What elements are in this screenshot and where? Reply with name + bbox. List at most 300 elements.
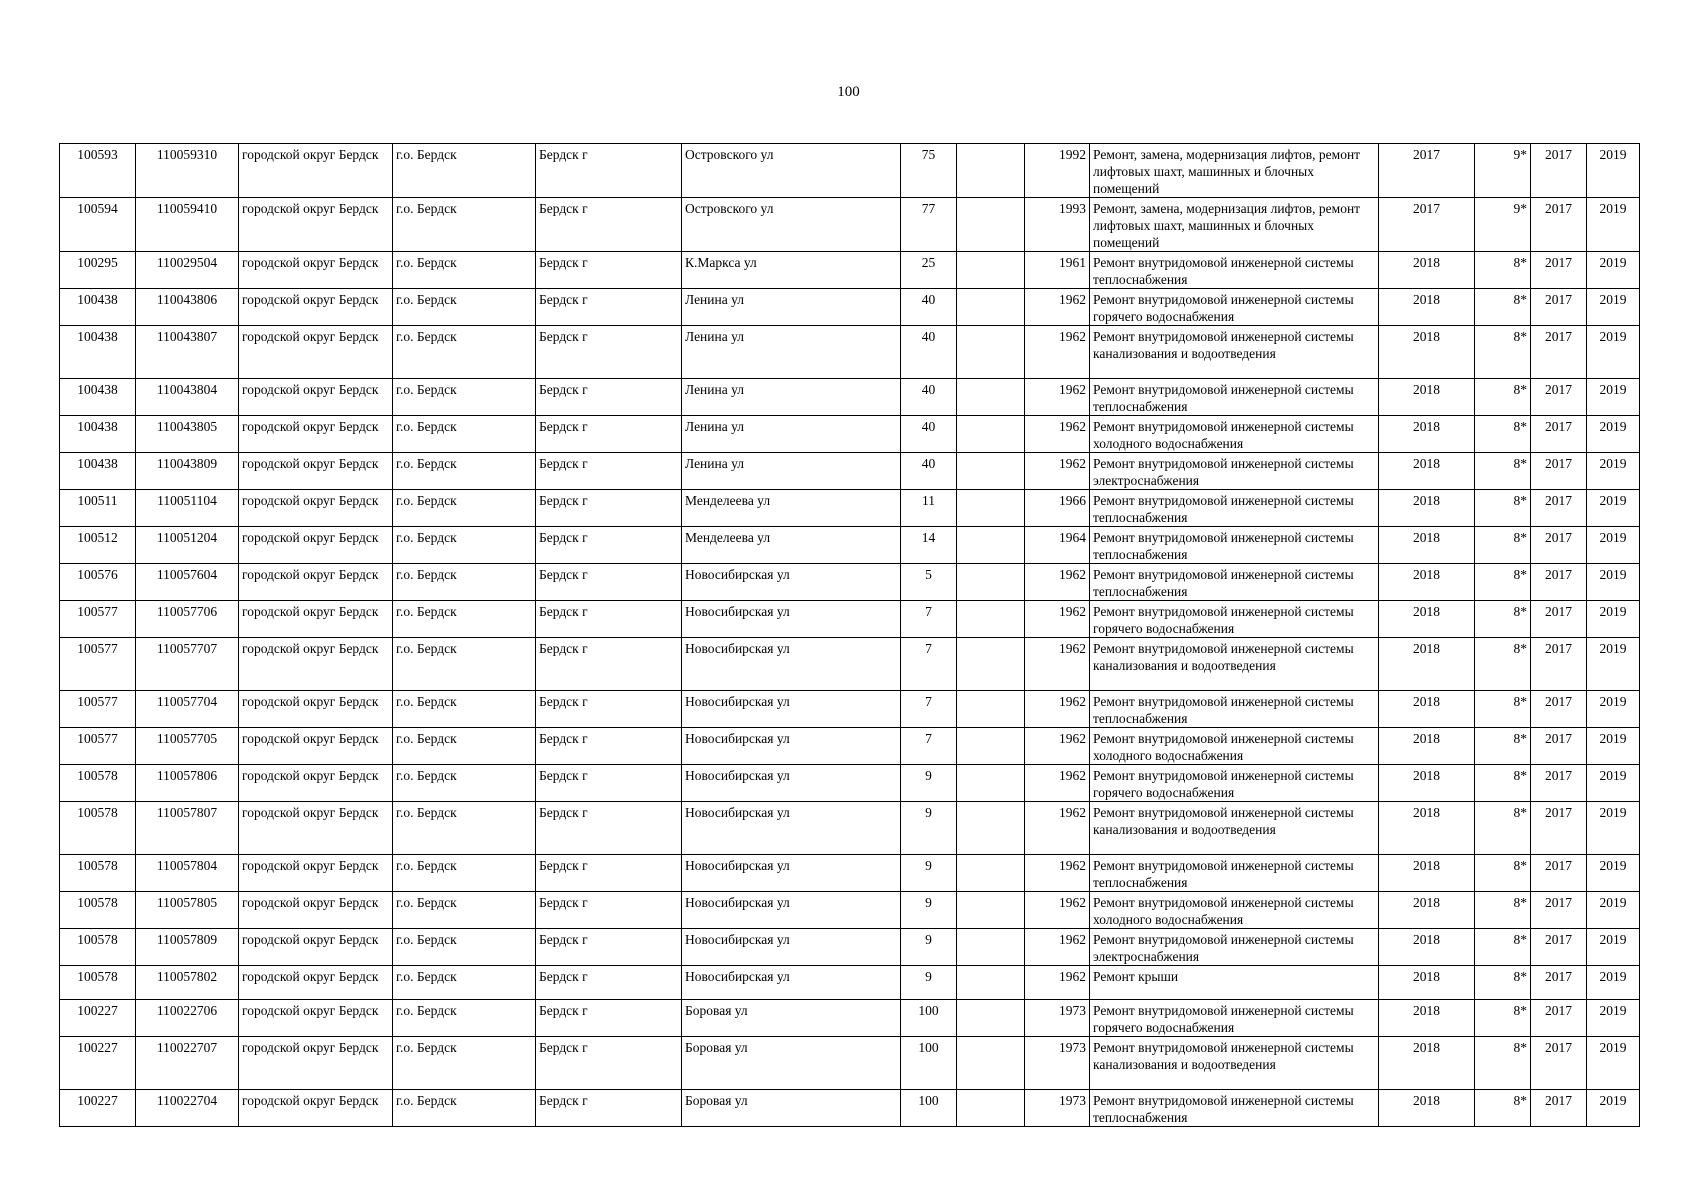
work-id-cell: 110051204 — [136, 527, 239, 564]
street-cell: Новосибирская ул — [682, 765, 901, 802]
priority-cell: 8* — [1475, 966, 1531, 1000]
construction-year-cell: 1973 — [1025, 1000, 1090, 1037]
house-id-cell: 100578 — [60, 929, 136, 966]
priority-cell: 8* — [1475, 929, 1531, 966]
house-id-cell: 100578 — [60, 765, 136, 802]
planned-year-cell: 2018 — [1379, 855, 1475, 892]
planned-year-cell: 2018 — [1379, 453, 1475, 490]
construction-year-cell: 1962 — [1025, 929, 1090, 966]
work-id-cell: 110057705 — [136, 728, 239, 765]
work-id-cell: 110022704 — [136, 1090, 239, 1127]
district-cell: г.о. Бердск — [393, 416, 536, 453]
planned-year-cell: 2018 — [1379, 892, 1475, 929]
work-id-cell: 110059310 — [136, 144, 239, 198]
period-end-cell: 2019 — [1587, 144, 1640, 198]
work-id-cell: 110043804 — [136, 379, 239, 416]
building-cell — [957, 728, 1025, 765]
house-number-cell: 40 — [901, 289, 957, 326]
house-id-cell: 100577 — [60, 728, 136, 765]
work-type-cell: Ремонт внутридомовой инженерной системы электроснабжения — [1090, 453, 1379, 490]
house-id-cell: 100438 — [60, 289, 136, 326]
planned-year-cell: 2018 — [1379, 966, 1475, 1000]
work-id-cell: 110057704 — [136, 691, 239, 728]
planned-year-cell: 2018 — [1379, 564, 1475, 601]
work-id-cell: 110057809 — [136, 929, 239, 966]
period-end-cell: 2019 — [1587, 527, 1640, 564]
district-cell: г.о. Бердск — [393, 252, 536, 289]
district-cell: г.о. Бердск — [393, 564, 536, 601]
period-start-cell: 2017 — [1531, 601, 1587, 638]
municipality-cell: городской округ Бердск — [239, 198, 393, 252]
municipality-cell: городской округ Бердск — [239, 1000, 393, 1037]
priority-cell: 9* — [1475, 198, 1531, 252]
planned-year-cell: 2018 — [1379, 802, 1475, 855]
period-start-cell: 2017 — [1531, 1000, 1587, 1037]
district-cell: г.о. Бердск — [393, 638, 536, 691]
table-row — [60, 966, 1640, 1000]
building-cell — [957, 416, 1025, 453]
work-type-cell: Ремонт внутридомовой инженерной системы горячего водоснабжения — [1090, 1000, 1379, 1037]
priority-cell: 9* — [1475, 144, 1531, 198]
work-type-cell: Ремонт внутридомовой инженерной системы горячего водоснабжения — [1090, 289, 1379, 326]
construction-year-cell: 1964 — [1025, 527, 1090, 564]
district-cell: г.о. Бердск — [393, 765, 536, 802]
district-cell: г.о. Бердск — [393, 527, 536, 564]
work-id-cell: 110057707 — [136, 638, 239, 691]
period-end-cell: 2019 — [1587, 564, 1640, 601]
construction-year-cell: 1962 — [1025, 289, 1090, 326]
municipality-cell: городской округ Бердск — [239, 728, 393, 765]
house-id-cell: 100594 — [60, 198, 136, 252]
planned-year-cell: 2018 — [1379, 1000, 1475, 1037]
settlement-cell: Бердск г — [536, 892, 682, 929]
settlement-cell: Бердск г — [536, 601, 682, 638]
work-id-cell: 110057804 — [136, 855, 239, 892]
period-start-cell: 2017 — [1531, 379, 1587, 416]
municipality-cell: городской округ Бердск — [239, 527, 393, 564]
priority-cell: 8* — [1475, 564, 1531, 601]
planned-year-cell: 2018 — [1379, 765, 1475, 802]
planned-year-cell: 2018 — [1379, 1090, 1475, 1127]
period-start-cell: 2017 — [1531, 453, 1587, 490]
settlement-cell: Бердск г — [536, 289, 682, 326]
municipality-cell: городской округ Бердск — [239, 929, 393, 966]
street-cell: Ленина ул — [682, 416, 901, 453]
building-cell — [957, 855, 1025, 892]
table-row — [60, 379, 1640, 416]
construction-year-cell: 1973 — [1025, 1037, 1090, 1090]
table-row — [60, 855, 1640, 892]
work-id-cell: 110057802 — [136, 966, 239, 1000]
priority-cell: 8* — [1475, 1037, 1531, 1090]
street-cell: Новосибирская ул — [682, 728, 901, 765]
house-number-cell: 40 — [901, 453, 957, 490]
planned-year-cell: 2018 — [1379, 289, 1475, 326]
period-end-cell: 2019 — [1587, 728, 1640, 765]
work-id-cell: 110022706 — [136, 1000, 239, 1037]
street-cell: Новосибирская ул — [682, 966, 901, 1000]
work-type-cell: Ремонт внутридомовой инженерной системы теплоснабжения — [1090, 564, 1379, 601]
construction-year-cell: 1966 — [1025, 490, 1090, 527]
table-row — [60, 638, 1640, 691]
repair-schedule-table — [59, 143, 1640, 1127]
building-cell — [957, 326, 1025, 379]
district-cell: г.о. Бердск — [393, 144, 536, 198]
construction-year-cell: 1993 — [1025, 198, 1090, 252]
building-cell — [957, 564, 1025, 601]
work-id-cell: 110043806 — [136, 289, 239, 326]
building-cell — [957, 289, 1025, 326]
construction-year-cell: 1961 — [1025, 252, 1090, 289]
building-cell — [957, 691, 1025, 728]
table-row — [60, 1037, 1640, 1090]
municipality-cell: городской округ Бердск — [239, 638, 393, 691]
house-number-cell: 9 — [901, 765, 957, 802]
street-cell: Менделеева ул — [682, 527, 901, 564]
period-end-cell: 2019 — [1587, 929, 1640, 966]
work-type-cell: Ремонт крыши — [1090, 966, 1379, 1000]
house-number-cell: 100 — [901, 1000, 957, 1037]
street-cell: Боровая ул — [682, 1037, 901, 1090]
house-id-cell: 100227 — [60, 1000, 136, 1037]
house-id-cell: 100577 — [60, 691, 136, 728]
period-start-cell: 2017 — [1531, 802, 1587, 855]
municipality-cell: городской округ Бердск — [239, 379, 393, 416]
district-cell: г.о. Бердск — [393, 802, 536, 855]
house-number-cell: 7 — [901, 601, 957, 638]
work-type-cell: Ремонт внутридомовой инженерной системы холодного водоснабжения — [1090, 728, 1379, 765]
settlement-cell: Бердск г — [536, 453, 682, 490]
period-end-cell: 2019 — [1587, 1000, 1640, 1037]
work-type-cell: Ремонт внутридомовой инженерной системы теплоснабжения — [1090, 527, 1379, 564]
house-id-cell: 100227 — [60, 1037, 136, 1090]
work-type-cell: Ремонт внутридомовой инженерной системы теплоснабжения — [1090, 855, 1379, 892]
street-cell: Новосибирская ул — [682, 601, 901, 638]
period-start-cell: 2017 — [1531, 490, 1587, 527]
district-cell: г.о. Бердск — [393, 1000, 536, 1037]
period-end-cell: 2019 — [1587, 855, 1640, 892]
street-cell: К.Маркса ул — [682, 252, 901, 289]
settlement-cell: Бердск г — [536, 252, 682, 289]
settlement-cell: Бердск г — [536, 326, 682, 379]
house-id-cell: 100578 — [60, 892, 136, 929]
construction-year-cell: 1962 — [1025, 638, 1090, 691]
building-cell — [957, 1000, 1025, 1037]
period-start-cell: 2017 — [1531, 326, 1587, 379]
settlement-cell: Бердск г — [536, 966, 682, 1000]
construction-year-cell: 1962 — [1025, 601, 1090, 638]
table-row — [60, 198, 1640, 252]
construction-year-cell: 1962 — [1025, 966, 1090, 1000]
period-start-cell: 2017 — [1531, 691, 1587, 728]
house-number-cell: 14 — [901, 527, 957, 564]
building-cell — [957, 802, 1025, 855]
building-cell — [957, 638, 1025, 691]
house-number-cell: 25 — [901, 252, 957, 289]
street-cell: Ленина ул — [682, 326, 901, 379]
work-id-cell: 110043805 — [136, 416, 239, 453]
construction-year-cell: 1962 — [1025, 765, 1090, 802]
building-cell — [957, 966, 1025, 1000]
construction-year-cell: 1962 — [1025, 564, 1090, 601]
settlement-cell: Бердск г — [536, 564, 682, 601]
priority-cell: 8* — [1475, 765, 1531, 802]
construction-year-cell: 1962 — [1025, 892, 1090, 929]
work-id-cell: 110057805 — [136, 892, 239, 929]
period-end-cell: 2019 — [1587, 252, 1640, 289]
planned-year-cell: 2018 — [1379, 527, 1475, 564]
work-type-cell: Ремонт внутридомовой инженерной системы горячего водоснабжения — [1090, 601, 1379, 638]
house-number-cell: 75 — [901, 144, 957, 198]
building-cell — [957, 198, 1025, 252]
district-cell: г.о. Бердск — [393, 198, 536, 252]
priority-cell: 8* — [1475, 638, 1531, 691]
municipality-cell: городской округ Бердск — [239, 802, 393, 855]
construction-year-cell: 1992 — [1025, 144, 1090, 198]
priority-cell: 8* — [1475, 855, 1531, 892]
priority-cell: 8* — [1475, 691, 1531, 728]
work-id-cell: 110022707 — [136, 1037, 239, 1090]
settlement-cell: Бердск г — [536, 855, 682, 892]
work-type-cell: Ремонт внутридомовой инженерной системы канализования и водоотведения — [1090, 326, 1379, 379]
street-cell: Новосибирская ул — [682, 855, 901, 892]
settlement-cell: Бердск г — [536, 144, 682, 198]
table-row — [60, 289, 1640, 326]
settlement-cell: Бердск г — [536, 198, 682, 252]
table-row — [60, 892, 1640, 929]
settlement-cell: Бердск г — [536, 527, 682, 564]
planned-year-cell: 2018 — [1379, 638, 1475, 691]
house-number-cell: 9 — [901, 802, 957, 855]
priority-cell: 8* — [1475, 601, 1531, 638]
work-type-cell: Ремонт внутридомовой инженерной системы теплоснабжения — [1090, 1090, 1379, 1127]
building-cell — [957, 765, 1025, 802]
planned-year-cell: 2018 — [1379, 416, 1475, 453]
street-cell: Ленина ул — [682, 289, 901, 326]
building-cell — [957, 601, 1025, 638]
planned-year-cell: 2018 — [1379, 728, 1475, 765]
house-id-cell: 100578 — [60, 802, 136, 855]
house-number-cell: 9 — [901, 855, 957, 892]
district-cell: г.о. Бердск — [393, 490, 536, 527]
house-number-cell: 7 — [901, 691, 957, 728]
table-row — [60, 564, 1640, 601]
construction-year-cell: 1962 — [1025, 691, 1090, 728]
period-end-cell: 2019 — [1587, 1090, 1640, 1127]
building-cell — [957, 527, 1025, 564]
work-type-cell: Ремонт, замена, модернизация лифтов, ремонт лифтовых шахт, машинных и блочных помещений — [1090, 144, 1379, 198]
district-cell: г.о. Бердск — [393, 966, 536, 1000]
building-cell — [957, 144, 1025, 198]
table-row — [60, 728, 1640, 765]
settlement-cell: Бердск г — [536, 490, 682, 527]
building-cell — [957, 490, 1025, 527]
district-cell: г.о. Бердск — [393, 1090, 536, 1127]
work-type-cell: Ремонт внутридомовой инженерной системы теплоснабжения — [1090, 490, 1379, 527]
planned-year-cell: 2018 — [1379, 1037, 1475, 1090]
settlement-cell: Бердск г — [536, 765, 682, 802]
construction-year-cell: 1962 — [1025, 379, 1090, 416]
settlement-cell: Бердск г — [536, 379, 682, 416]
building-cell — [957, 892, 1025, 929]
work-type-cell: Ремонт внутридомовой инженерной системы холодного водоснабжения — [1090, 416, 1379, 453]
period-end-cell: 2019 — [1587, 1037, 1640, 1090]
period-start-cell: 2017 — [1531, 728, 1587, 765]
priority-cell: 8* — [1475, 289, 1531, 326]
settlement-cell: Бердск г — [536, 1000, 682, 1037]
district-cell: г.о. Бердск — [393, 929, 536, 966]
work-id-cell: 110057807 — [136, 802, 239, 855]
house-number-cell: 7 — [901, 638, 957, 691]
house-number-cell: 100 — [901, 1090, 957, 1127]
house-id-cell: 100593 — [60, 144, 136, 198]
house-number-cell: 9 — [901, 892, 957, 929]
construction-year-cell: 1962 — [1025, 728, 1090, 765]
house-number-cell: 100 — [901, 1037, 957, 1090]
priority-cell: 8* — [1475, 416, 1531, 453]
period-start-cell: 2017 — [1531, 892, 1587, 929]
period-end-cell: 2019 — [1587, 765, 1640, 802]
house-number-cell: 40 — [901, 416, 957, 453]
municipality-cell: городской округ Бердск — [239, 966, 393, 1000]
house-id-cell: 100227 — [60, 1090, 136, 1127]
construction-year-cell: 1962 — [1025, 855, 1090, 892]
priority-cell: 8* — [1475, 252, 1531, 289]
work-id-cell: 110051104 — [136, 490, 239, 527]
period-end-cell: 2019 — [1587, 802, 1640, 855]
priority-cell: 8* — [1475, 802, 1531, 855]
municipality-cell: городской округ Бердск — [239, 691, 393, 728]
settlement-cell: Бердск г — [536, 802, 682, 855]
work-type-cell: Ремонт внутридомовой инженерной системы теплоснабжения — [1090, 252, 1379, 289]
priority-cell: 8* — [1475, 379, 1531, 416]
district-cell: г.о. Бердск — [393, 453, 536, 490]
period-end-cell: 2019 — [1587, 691, 1640, 728]
construction-year-cell: 1973 — [1025, 1090, 1090, 1127]
building-cell — [957, 252, 1025, 289]
settlement-cell: Бердск г — [536, 929, 682, 966]
period-start-cell: 2017 — [1531, 527, 1587, 564]
period-start-cell: 2017 — [1531, 966, 1587, 1000]
planned-year-cell: 2017 — [1379, 144, 1475, 198]
work-type-cell: Ремонт внутридомовой инженерной системы теплоснабжения — [1090, 691, 1379, 728]
house-number-cell: 40 — [901, 326, 957, 379]
building-cell — [957, 379, 1025, 416]
work-type-cell: Ремонт внутридомовой инженерной системы холодного водоснабжения — [1090, 892, 1379, 929]
construction-year-cell: 1962 — [1025, 453, 1090, 490]
municipality-cell: городской округ Бердск — [239, 1090, 393, 1127]
street-cell: Новосибирская ул — [682, 564, 901, 601]
municipality-cell: городской округ Бердск — [239, 765, 393, 802]
table-row — [60, 490, 1640, 527]
planned-year-cell: 2018 — [1379, 691, 1475, 728]
period-end-cell: 2019 — [1587, 638, 1640, 691]
table-row — [60, 802, 1640, 855]
settlement-cell: Бердск г — [536, 691, 682, 728]
street-cell: Боровая ул — [682, 1090, 901, 1127]
house-number-cell: 11 — [901, 490, 957, 527]
district-cell: г.о. Бердск — [393, 855, 536, 892]
period-end-cell: 2019 — [1587, 416, 1640, 453]
house-id-cell: 100578 — [60, 966, 136, 1000]
work-id-cell: 110029504 — [136, 252, 239, 289]
house-id-cell: 100511 — [60, 490, 136, 527]
building-cell — [957, 453, 1025, 490]
settlement-cell: Бердск г — [536, 638, 682, 691]
building-cell — [957, 1090, 1025, 1127]
planned-year-cell: 2018 — [1379, 252, 1475, 289]
period-end-cell: 2019 — [1587, 379, 1640, 416]
priority-cell: 8* — [1475, 1090, 1531, 1127]
building-cell — [957, 929, 1025, 966]
construction-year-cell: 1962 — [1025, 802, 1090, 855]
priority-cell: 8* — [1475, 728, 1531, 765]
work-id-cell: 110057806 — [136, 765, 239, 802]
period-end-cell: 2019 — [1587, 453, 1640, 490]
street-cell: Островского ул — [682, 198, 901, 252]
district-cell: г.о. Бердск — [393, 691, 536, 728]
house-number-cell: 77 — [901, 198, 957, 252]
district-cell: г.о. Бердск — [393, 892, 536, 929]
work-id-cell: 110043807 — [136, 326, 239, 379]
work-id-cell: 110057706 — [136, 601, 239, 638]
work-id-cell: 110043809 — [136, 453, 239, 490]
municipality-cell: городской округ Бердск — [239, 416, 393, 453]
municipality-cell: городской округ Бердск — [239, 855, 393, 892]
house-id-cell: 100438 — [60, 416, 136, 453]
table-row — [60, 416, 1640, 453]
settlement-cell: Бердск г — [536, 728, 682, 765]
settlement-cell: Бердск г — [536, 1037, 682, 1090]
table-row — [60, 252, 1640, 289]
street-cell: Ленина ул — [682, 379, 901, 416]
municipality-cell: городской округ Бердск — [239, 326, 393, 379]
table-row — [60, 929, 1640, 966]
municipality-cell: городской округ Бердск — [239, 564, 393, 601]
house-id-cell: 100438 — [60, 326, 136, 379]
district-cell: г.о. Бердск — [393, 379, 536, 416]
district-cell: г.о. Бердск — [393, 1037, 536, 1090]
work-id-cell: 110059410 — [136, 198, 239, 252]
table-row — [60, 144, 1640, 198]
work-id-cell: 110057604 — [136, 564, 239, 601]
work-type-cell: Ремонт внутридомовой инженерной системы канализования и водоотведения — [1090, 638, 1379, 691]
table-row — [60, 691, 1640, 728]
street-cell: Ленина ул — [682, 453, 901, 490]
period-end-cell: 2019 — [1587, 892, 1640, 929]
planned-year-cell: 2018 — [1379, 601, 1475, 638]
street-cell: Новосибирская ул — [682, 638, 901, 691]
house-number-cell: 9 — [901, 929, 957, 966]
municipality-cell: городской округ Бердск — [239, 490, 393, 527]
period-end-cell: 2019 — [1587, 490, 1640, 527]
district-cell: г.о. Бердск — [393, 289, 536, 326]
house-number-cell: 7 — [901, 728, 957, 765]
planned-year-cell: 2017 — [1379, 198, 1475, 252]
street-cell: Новосибирская ул — [682, 691, 901, 728]
table-row — [60, 453, 1640, 490]
settlement-cell: Бердск г — [536, 416, 682, 453]
street-cell: Новосибирская ул — [682, 929, 901, 966]
work-type-cell: Ремонт внутридомовой инженерной системы канализования и водоотведения — [1090, 802, 1379, 855]
priority-cell: 8* — [1475, 453, 1531, 490]
page-number: 100 — [837, 84, 860, 100]
table-row — [60, 527, 1640, 564]
street-cell: Менделеева ул — [682, 490, 901, 527]
priority-cell: 8* — [1475, 490, 1531, 527]
municipality-cell: городской округ Бердск — [239, 1037, 393, 1090]
construction-year-cell: 1962 — [1025, 416, 1090, 453]
